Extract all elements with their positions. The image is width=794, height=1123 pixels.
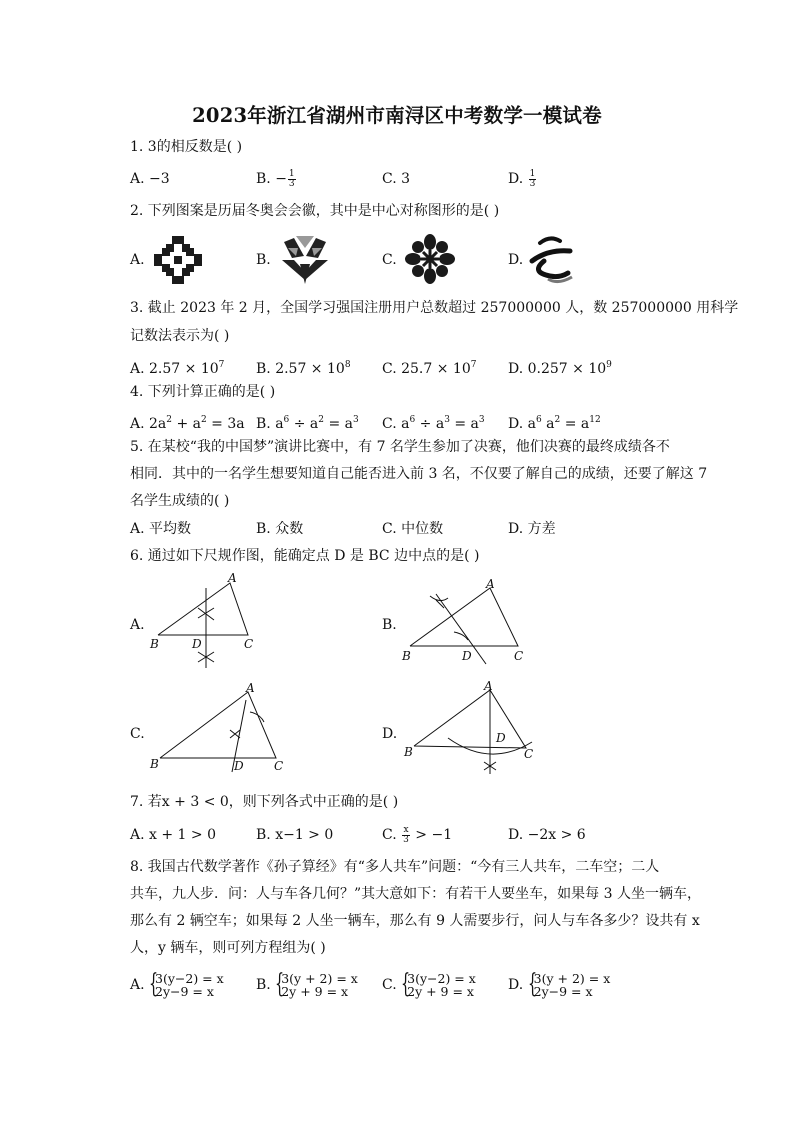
q8-d-system: { 3(y + 2) = x 2y−9 = x xyxy=(527,969,611,999)
question-8-stem-line-1: 8. 我国古代数学著作《孙子算经》有“多人共车”问题：“今有三人共车，二车空；二人 xyxy=(130,859,660,875)
q3-option-d[interactable]: D. $0.257 \times 10^9$ xyxy=(508,360,612,377)
fig-b-label-b: B xyxy=(402,649,411,663)
fig-d-label-c: C xyxy=(524,747,534,761)
q4-option-b[interactable]: B. $a^6 \div a^2 = a^3$ xyxy=(256,415,359,432)
q1-option-c[interactable]: C. 3 xyxy=(382,171,411,187)
q7-option-c[interactable]: C. $\frac{x}{3}$ > −1 xyxy=(382,824,453,845)
question-1-options xyxy=(130,169,730,191)
q7-c-fraction: $\frac{x}{3}$ xyxy=(403,824,409,845)
fig-c-label-a: A xyxy=(246,681,255,695)
q3-option-c[interactable]: C. $25.7 \times 10^7$ xyxy=(382,360,477,377)
q2-option-d[interactable]: D. xyxy=(508,252,524,268)
question-5-options xyxy=(130,519,730,541)
question-1-stem: 1. 3的相反数是( ) xyxy=(130,139,243,155)
question-3-stem-line-2: 记数法表示为( ) xyxy=(130,328,230,344)
fig-c-label-c: C xyxy=(274,759,284,773)
question-5-stem-line-3: 名学生成绩的( ) xyxy=(130,493,230,509)
fig-a-label-a: A xyxy=(228,571,237,585)
question-4-options xyxy=(130,410,730,432)
q8-option-c[interactable]: C. { 3(y−2) = x 2y + 9 = x xyxy=(382,969,476,999)
q4-option-a[interactable]: A. $2a^2 + a^2 = 3a$ xyxy=(130,415,245,432)
question-8-options xyxy=(130,965,730,997)
q8-b-system: { 3(y + 2) = x 2y + 9 = x xyxy=(275,969,358,999)
q6-option-b[interactable]: B. xyxy=(382,617,397,633)
question-5-stem-line-1: 5. 在某校“我的中国梦”演讲比赛中，有 7 名学生参加了决赛，他们决赛的最终成绩各不 xyxy=(130,439,670,455)
q6-option-d[interactable]: D. xyxy=(382,726,398,742)
question-3-options xyxy=(130,355,730,377)
q6-figure-d xyxy=(398,678,548,778)
q5-option-d[interactable]: D. 方差 xyxy=(508,521,556,537)
q6-option-c[interactable]: C. xyxy=(130,726,145,742)
question-6-stem: 6. 通过如下尺规作图，能确定点 D 是 BC 边中点的是( ) xyxy=(130,548,480,564)
q2-option-b[interactable]: B. xyxy=(256,252,271,268)
fig-d-label-b: B xyxy=(404,745,413,759)
nagano-emblem-icon xyxy=(404,233,456,285)
q4-option-c[interactable]: C. $a^6 \div a^3 = a^3$ xyxy=(382,415,485,432)
fig-d-label-d: D xyxy=(496,731,506,745)
fig-c-label-d: D xyxy=(234,759,244,773)
fig-a-label-d: D xyxy=(192,637,202,651)
question-8-stem-line-4: 人，y 辆车，则可列方程组为( ) xyxy=(130,940,326,956)
question-7-options xyxy=(130,825,730,847)
fig-b-label-a: A xyxy=(486,577,495,591)
q1-option-d[interactable]: D. $\frac{1}{3}$ xyxy=(508,168,536,189)
q4-option-d[interactable]: D. $a^6$ $a^2 = a^{12}$ xyxy=(508,415,601,432)
beijing-winter-emblem-icon xyxy=(528,233,576,287)
q7-option-d[interactable]: D. −2x > 6 xyxy=(508,827,586,843)
q8-option-a[interactable]: A. { 3(y−2) = x 2y−9 = x xyxy=(130,969,224,999)
q1-b-fraction: $\frac{1}{3}$ xyxy=(288,168,295,189)
q8-option-b[interactable]: B. { 3(y + 2) = x 2y + 9 = x xyxy=(256,969,358,999)
q1-d-fraction: $\frac{1}{3}$ xyxy=(529,168,536,189)
question-5-stem-line-2: 相同．其中的一名学生想要知道自己能否进入前 3 名，不仅要了解自己的成绩，还要了解这 7 xyxy=(130,466,708,482)
q1-option-a[interactable]: A. −3 xyxy=(130,171,170,187)
q8-option-d[interactable]: D. { 3(y + 2) = x 2y−9 = x xyxy=(508,969,611,999)
q7-option-b[interactable]: B. x−1 > 0 xyxy=(256,827,334,843)
fig-b-label-c: C xyxy=(514,649,524,663)
question-8-stem-line-3: 那么有 2 辆空车；如果每 2 人坐一辆车，那么有 9 人需要步行，问人与车各多少？设共有 x xyxy=(130,913,700,929)
q6-figure-c xyxy=(148,680,288,776)
question-4-stem: 4. 下列计算正确的是( ) xyxy=(130,384,276,400)
fig-c-label-b: B xyxy=(150,757,159,771)
q8-c-system: { 3(y−2) = x 2y + 9 = x xyxy=(401,969,476,999)
q7-option-a[interactable]: A. x + 1 > 0 xyxy=(130,827,216,843)
question-3-stem-line-1: 3. 截止 2023 年 2 月，全国学习强国注册用户总数超过 257000000 人，数 257000000 用科学 xyxy=(130,300,739,316)
q1-option-b[interactable]: B. − $\frac{1}{3}$ xyxy=(256,168,295,189)
q3-option-a[interactable]: A. $2.57 \times 10^7$ xyxy=(130,360,225,377)
q5-option-c[interactable]: C. 中位数 xyxy=(382,521,444,537)
question-7-stem: 7. 若x + 3 < 0，则下列各式中正确的是( ) xyxy=(130,794,399,810)
fig-b-label-d: D xyxy=(462,649,472,663)
q6-figure-b xyxy=(398,576,528,666)
fig-a-label-c: C xyxy=(244,637,254,651)
q6-figure-a xyxy=(148,570,268,672)
q8-a-system: { 3(y−2) = x 2y−9 = x xyxy=(149,969,224,999)
q3-option-b[interactable]: B. $2.57 \times 10^8$ xyxy=(256,360,351,377)
calgary-emblem-icon xyxy=(152,234,204,286)
fig-d-label-a: A xyxy=(484,679,493,693)
question-2-stem: 2. 下列图案是历届冬奥会会徽，其中是中心对称图形的是( ) xyxy=(130,203,500,219)
q6-option-a[interactable]: A. xyxy=(130,617,145,633)
page-title: 2023年浙江省湖州市南浔区中考数学一模试卷 xyxy=(192,104,602,127)
q5-option-a[interactable]: A. 平均数 xyxy=(130,521,192,537)
q2-option-a[interactable]: A. xyxy=(130,252,145,268)
q2-option-c[interactable]: C. xyxy=(382,252,397,268)
question-8-stem-line-2: 共车，九人步．问：人与车各几何？”其大意如下：有若干人要坐车，如果每 3 人坐一辆车， xyxy=(130,886,701,902)
q5-option-b[interactable]: B. 众数 xyxy=(256,521,304,537)
salt-lake-emblem-icon xyxy=(280,234,330,286)
fig-a-label-b: B xyxy=(150,637,159,651)
